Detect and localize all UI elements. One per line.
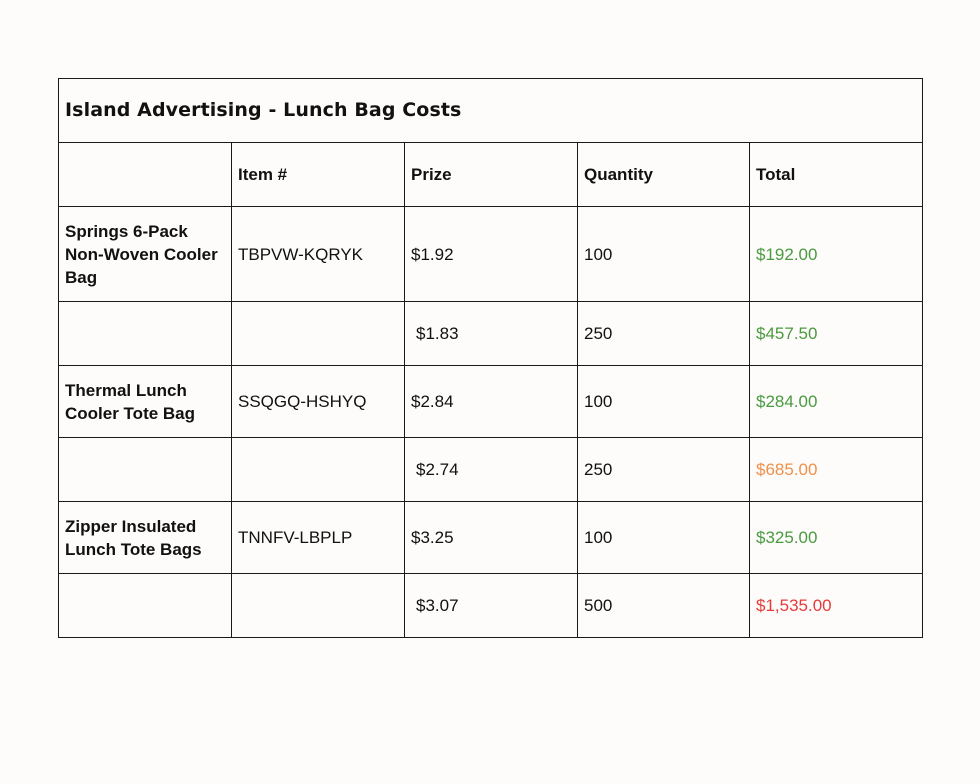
total-value: $192.00 <box>750 207 923 302</box>
total-value: $685.00 <box>750 438 923 502</box>
prize-value: $3.07 <box>405 574 578 638</box>
table-row <box>59 302 923 366</box>
item-number <box>232 438 405 502</box>
total-value: $284.00 <box>750 366 923 438</box>
item-number: SSQGQ-HSHYQ <box>232 366 405 438</box>
quantity-value: 100 <box>578 207 750 302</box>
table-row <box>59 366 923 438</box>
prize-value: $3.25 <box>405 502 578 574</box>
total-value: $1,535.00 <box>750 574 923 638</box>
total-value: $325.00 <box>750 502 923 574</box>
item-number <box>232 574 405 638</box>
product-name <box>59 302 232 366</box>
quantity-value: 250 <box>578 438 750 502</box>
quantity-value: 100 <box>578 502 750 574</box>
header-row <box>59 143 923 207</box>
product-name: Thermal Lunch Cooler Tote Bag <box>59 366 232 438</box>
quantity-value: 250 <box>578 302 750 366</box>
table-title: Island Advertising - Lunch Bag Costs <box>59 79 923 143</box>
prize-value: $2.84 <box>405 366 578 438</box>
table-row <box>59 574 923 638</box>
prize-value: $2.74 <box>405 438 578 502</box>
item-number: TBPVW-KQRYK <box>232 207 405 302</box>
lunch-bag-costs-table <box>58 78 923 638</box>
item-number <box>232 302 405 366</box>
table-row <box>59 207 923 302</box>
total-value: $457.50 <box>750 302 923 366</box>
product-name: Springs 6-Pack Non-Woven Cooler Bag <box>59 207 232 302</box>
product-name <box>59 574 232 638</box>
product-name <box>59 438 232 502</box>
quantity-value: 500 <box>578 574 750 638</box>
item-number: TNNFV-LBPLP <box>232 502 405 574</box>
prize-value: $1.83 <box>405 302 578 366</box>
quantity-value: 100 <box>578 366 750 438</box>
header-prize: Prize <box>405 143 578 207</box>
header-item-number: Item # <box>232 143 405 207</box>
table-row <box>59 502 923 574</box>
title-row <box>59 79 923 143</box>
table-row <box>59 438 923 502</box>
product-name: Zipper Insulated Lunch Tote Bags <box>59 502 232 574</box>
prize-value: $1.92 <box>405 207 578 302</box>
header-product <box>59 143 232 207</box>
header-total: Total <box>750 143 923 207</box>
header-quantity: Quantity <box>578 143 750 207</box>
